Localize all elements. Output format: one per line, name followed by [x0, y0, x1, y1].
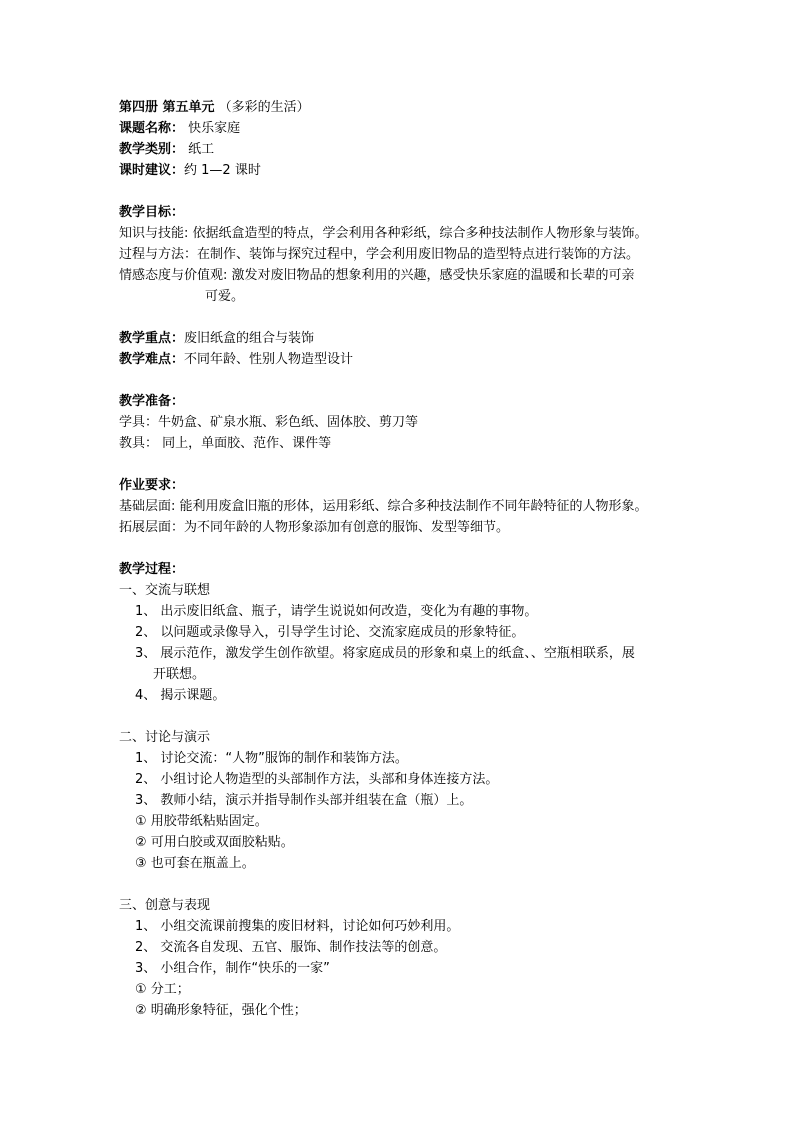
category-line: [119, 139, 694, 160]
list-item: 4、 揭示课题。: [135, 688, 226, 703]
list-item: 3、 展示范作，激发学生创作欲望。将家庭成员的形象和桌上的纸盒、、空瓶相联系，展: [135, 646, 635, 661]
topic-value: 快乐家庭: [188, 121, 241, 136]
key-point-line: [119, 328, 694, 349]
preparation-student: 学具：牛奶盒、矿泉水瓶、彩色纸、固体胶、剪刀等: [119, 415, 419, 430]
topic-line: [119, 118, 694, 139]
hours-label: 课时建议：: [119, 163, 185, 178]
list-item: 2、 交流各自发现、五官、服饰、制作技法等的创意。: [135, 940, 447, 955]
preparation-teacher: 教具： 同上，单面胶、范作、课件等: [119, 436, 332, 451]
list-item: 1、 小组交流课前搜集的废旧材料，讨论如何巧妙利用。: [135, 919, 460, 934]
section-title: 三、创意与表现: [119, 898, 211, 913]
objective-process: 过程与方法：在制作、装饰与探究过程中，学会利用废旧物品的造型特点进行装饰的方法。: [119, 247, 640, 262]
topic-label: 课题名称：: [119, 121, 185, 136]
homework-extended: 拓展层面：为不同年龄的人物形象添加有创意的服饰、发型等细节。: [119, 520, 510, 535]
category-label: 教学类别：: [119, 142, 185, 157]
list-item: 1、 出示废旧纸盒、瓶子，请学生说说如何改造，变化为有趣的事物。: [135, 604, 538, 619]
objectives-heading: 教学目标：: [119, 205, 185, 220]
process-heading: 教学过程：: [119, 562, 185, 577]
difficulty-line: [119, 349, 694, 370]
difficulty-value: 不同年龄、性别人物造型设计: [184, 352, 354, 367]
category-value: 纸工: [188, 142, 215, 157]
section-title: 二、讨论与演示: [119, 730, 211, 745]
objective-emotion-continued: 可爱。: [205, 289, 245, 304]
sub-list-item: ② 可用白胶或双面胶粘贴。: [135, 835, 294, 850]
difficulty-label: 教学难点：: [119, 352, 185, 367]
lesson-plan: [119, 97, 694, 1021]
volume-line: [119, 97, 694, 118]
sub-list-item: ① 分工；: [135, 982, 190, 997]
list-item: 3、 教师小结，演示并指导制作头部并组装在盒（瓶）上。: [135, 793, 473, 808]
list-item: 2、 以问题或录像导入，引导学生讨论、交流家庭成员的形象特征。: [135, 625, 525, 640]
key-point-label: 教学重点：: [119, 331, 185, 346]
sub-list-item: ① 用胶带纸粘贴固定。: [135, 814, 268, 829]
list-item: 1、 讨论交流：“人物”服饰的制作和装饰方法。: [135, 751, 408, 766]
preparation-heading: 教学准备：: [119, 394, 185, 409]
sub-list-item: ② 明确形象特征，强化个性；: [135, 1003, 307, 1018]
list-item: 3、 小组合作，制作“快乐的一家”: [135, 961, 330, 976]
key-point-value: 废旧纸盒的组合与装饰: [184, 331, 315, 346]
objective-emotion: 情感态度与价值观: 激发对废旧物品的想象利用的兴趣，感受快乐家庭的温暖和长辈的可亲: [119, 268, 635, 283]
objective-knowledge: 知识与技能: 依据纸盒造型的特点，学会利用各种彩纸，综合多种技法制作人物形象与装饰。: [119, 226, 648, 241]
homework-heading: 作业要求：: [119, 478, 185, 493]
hours-value: 约 1—2 课时: [184, 163, 261, 178]
homework-basic: 基础层面: 能利用废盒旧瓶的形体，运用彩纸、综合多种技法制作不同年龄特征的人物形象。: [119, 499, 648, 514]
list-item: 2、 小组讨论人物造型的头部制作方法，头部和身体连接方法。: [135, 772, 499, 787]
hours-line: [119, 160, 694, 181]
section-title: 一、交流与联想: [119, 583, 211, 598]
volume-label: 第四册 第五单元: [119, 100, 215, 115]
volume-note: （多彩的生活）: [218, 100, 310, 115]
sub-list-item: ③ 也可套在瓶盖上。: [135, 856, 255, 871]
list-item-continued: 开联想。: [153, 667, 206, 682]
